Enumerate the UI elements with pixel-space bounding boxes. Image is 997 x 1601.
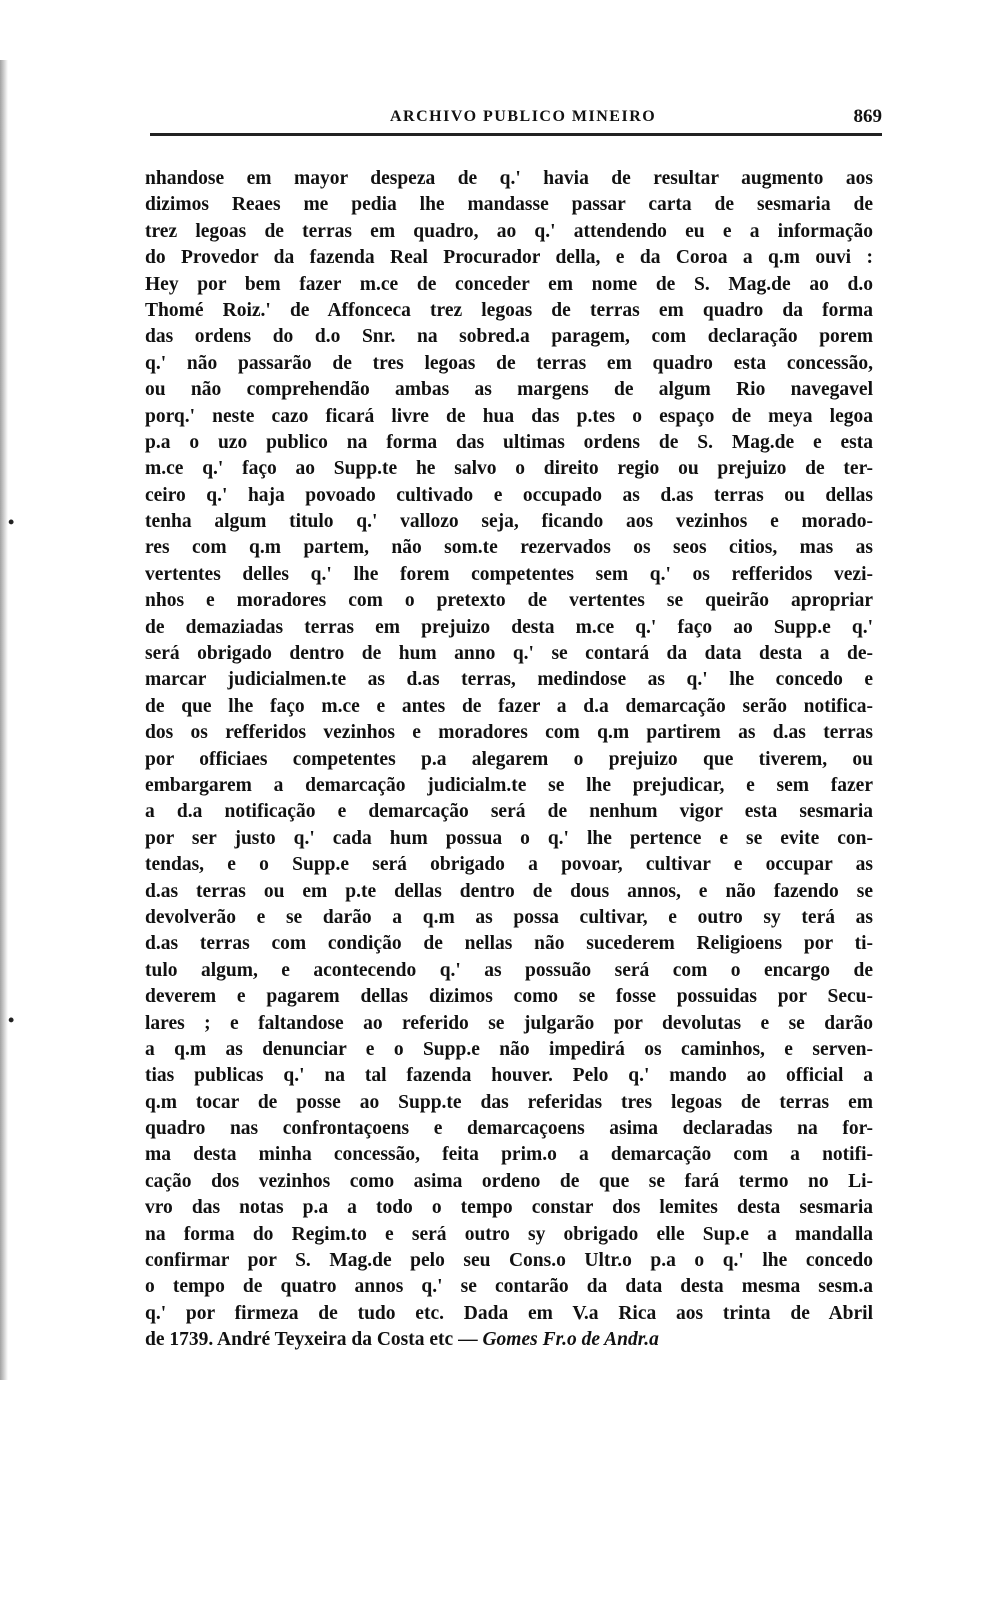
header-rule bbox=[150, 133, 882, 136]
text-line: deverem e pagarem dellas dizimos como se fosse possuidas por Secu- bbox=[145, 986, 873, 1008]
text-line: de que lhe faço m.ce e antes de fazer a d.a demarcação serão notifica- bbox=[145, 695, 873, 717]
text-line: embargarem a demarcação judicialm.te se lhe prejudicar, e sem fazer bbox=[145, 774, 873, 796]
text-line: dizimos Reaes me pedia lhe mandasse passar carta de sesmaria de bbox=[145, 194, 873, 216]
text-line: tias publicas q.' na tal fazenda houver. Pelo q.' mando ao official a bbox=[145, 1065, 873, 1087]
text-line: ou não comprehendão ambas as margens de algum Rio navegavel bbox=[145, 379, 873, 401]
text-line: de demaziadas terras em prejuizo desta m.ce q.' faço ao Supp.e q.' bbox=[145, 616, 873, 638]
text-line: a d.a notificação e demarcação será de nenhum vigor esta sesmaria bbox=[145, 801, 873, 823]
text-line: por officiaes competentes p.a alegarem o prejuizo que tiverem, ou bbox=[145, 748, 873, 770]
text-line: Hey por bem fazer m.ce de conceder em nome de S. Mag.de ao d.o bbox=[145, 273, 873, 295]
closing-text: de 1739. André Teyxeira da Costa etc — bbox=[145, 1329, 483, 1351]
text-line: cação dos vezinhos como asima ordeno de que se fará termo no Li- bbox=[145, 1170, 873, 1192]
text-line: nhos e moradores com o pretexto de vertentes se queirão apropriar bbox=[145, 590, 873, 612]
text-line: vro das notas p.a a todo o tempo constar dos lemites desta sesmaria bbox=[145, 1197, 873, 1219]
text-line: Thomé Roiz.' de Affonceca trez legoas de terras em quadro da forma bbox=[145, 299, 873, 321]
text-line: ceiro q.' haja povoado cultivado e occupado as d.as terras ou dellas bbox=[145, 484, 873, 506]
text-line: confirmar por S. Mag.de pelo seu Cons.o Ultr.o p.a o q.' lhe concedo bbox=[145, 1250, 873, 1272]
text-line: m.ce q.' faço ao Supp.te he salvo o direito regio ou prejuizo de ter- bbox=[145, 458, 873, 480]
text-line: das ordens do d.o Snr. na sobred.a paragem, com declaração porem bbox=[145, 326, 873, 348]
text-line: dos os refferidos vezinhos e moradores com q.m partirem as d.as terras bbox=[145, 722, 873, 744]
text-line: lares ; e faltandose ao referido se julgarão por devolutas e se darão bbox=[145, 1012, 873, 1034]
text-line: tenha algum titulo q.' vallozo seja, ficando aos vezinhos e morado- bbox=[145, 511, 873, 533]
text-line: por ser justo q.' cada hum possua o q.' lhe pertence e se evite con- bbox=[145, 827, 873, 849]
text-line: vertentes delles q.' lhe forem competentes sem q.' os refferidos vezi- bbox=[145, 563, 873, 585]
text-line: q.m tocar de posse ao Supp.te das referidas tres legoas de terras em bbox=[145, 1091, 873, 1113]
signature-text: Gomes Fr.o de Andr.a bbox=[482, 1329, 659, 1351]
closing-line bbox=[145, 1327, 873, 1353]
text-line: na forma do Regim.to e será outro sy obrigado elle Sup.e a mandalla bbox=[145, 1223, 873, 1245]
text-line: tulo algum, e acontecendo q.' as possuão será com o encargo de bbox=[145, 959, 873, 981]
text-line: devolverão e se darão a q.m as possa cultivar, e outro sy terá as bbox=[145, 906, 873, 928]
text-line: será obrigado dentro de hum anno q.' se contará da data desta a de- bbox=[145, 643, 873, 665]
running-head: ARCHIVO PUBLICO MINEIRO bbox=[390, 108, 657, 125]
body-text bbox=[145, 166, 873, 1354]
text-line: do Provedor da fazenda Real Procurador della, e da Coroa a q.m ouvi : bbox=[145, 247, 873, 269]
scan-edge-shadow bbox=[0, 60, 8, 1380]
margin-mark-icon: • bbox=[8, 1010, 15, 1030]
text-line: p.a o uzo publico na forma das ultimas ordens de S. Mag.de e esta bbox=[145, 431, 873, 453]
text-line: q.' por firmeza de tudo etc. Dada em V.a Rica aos trinta de Abril bbox=[145, 1302, 873, 1324]
page-number: 869 bbox=[853, 106, 882, 127]
text-line: q.' não passarão de tres legoas de terras em quadro esta concessão, bbox=[145, 352, 873, 374]
page-header bbox=[150, 104, 882, 130]
text-line: o tempo de quatro annos q.' se contarão da data desta mesma sesm.a bbox=[145, 1276, 873, 1298]
text-line: d.as terras com condição de nellas não sucederem Religioens por ti- bbox=[145, 933, 873, 955]
text-line: quadro nas confrontaçoens e demarcaçoens asima declaradas na for- bbox=[145, 1118, 873, 1140]
text-line: porq.' neste cazo ficará livre de hua das p.tes o espaço de meya legoa bbox=[145, 405, 873, 427]
text-line: d.as terras ou em p.te dellas dentro de dous annos, e não fazendo se bbox=[145, 880, 873, 902]
text-line: trez legoas de terras em quadro, ao q.' attendendo eu e a informação bbox=[145, 220, 873, 242]
margin-mark-icon: • bbox=[8, 512, 15, 532]
text-line: a q.m as denunciar e o Supp.e não impedirá os caminhos, e serven- bbox=[145, 1038, 873, 1060]
text-line: tendas, e o Supp.e será obrigado a povoar, cultivar e occupar as bbox=[145, 854, 873, 876]
text-line: ma desta minha concessão, feita prim.o a demarcação com a notifi- bbox=[145, 1144, 873, 1166]
text-line: marcar judicialmen.te as d.as terras, medindose as q.' lhe concedo e bbox=[145, 669, 873, 691]
text-line: res com q.m partem, não som.te rezervados os seos citios, mas as bbox=[145, 537, 873, 559]
text-line: nhandose em mayor despeza de q.' havia de resultar augmento aos bbox=[145, 168, 873, 189]
